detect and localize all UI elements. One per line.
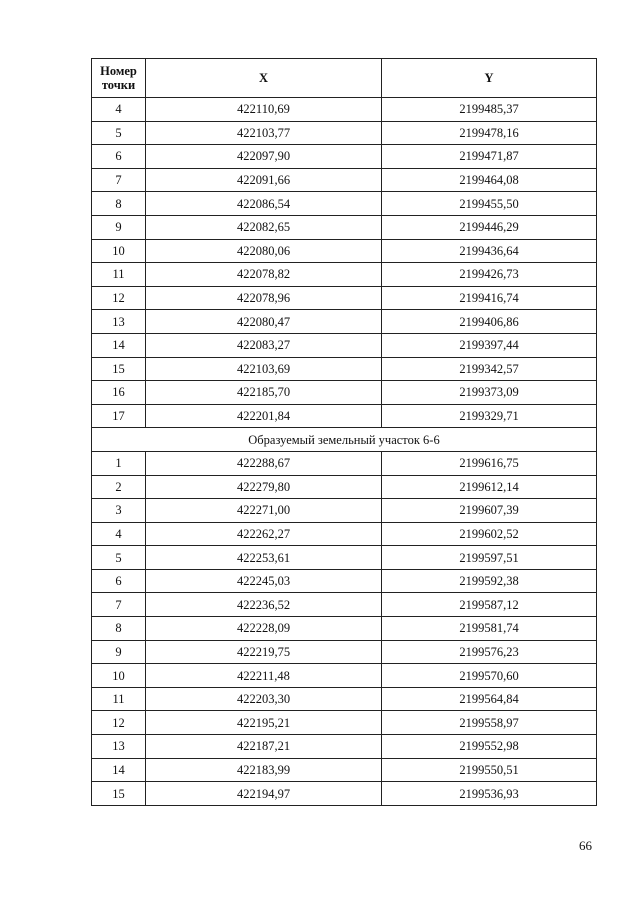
y-coordinate-cell: 2199564,84 [382, 687, 597, 711]
y-coordinate-cell: 2199446,29 [382, 215, 597, 239]
y-coordinate-cell: 2199329,71 [382, 404, 597, 428]
table-row [92, 640, 597, 664]
table-row [92, 381, 597, 405]
point-number-cell: 2 [92, 475, 146, 499]
y-coordinate-cell: 2199607,39 [382, 499, 597, 523]
table-row [92, 711, 597, 735]
x-coordinate-cell: 422082,65 [146, 215, 382, 239]
table-row [92, 569, 597, 593]
point-number-cell: 4 [92, 522, 146, 546]
page-number: 66 [579, 838, 592, 853]
table-row [92, 145, 597, 169]
y-coordinate-cell: 2199597,51 [382, 546, 597, 570]
table-row [92, 522, 597, 546]
x-coordinate-cell: 422194,97 [146, 782, 382, 806]
table-row [92, 333, 597, 357]
y-coordinate-cell: 2199581,74 [382, 617, 597, 641]
point-number-cell: 6 [92, 145, 146, 169]
y-coordinate-cell: 2199536,93 [382, 782, 597, 806]
x-coordinate-cell: 422078,82 [146, 263, 382, 287]
y-coordinate-cell: 2199612,14 [382, 475, 597, 499]
y-coordinate-cell: 2199576,23 [382, 640, 597, 664]
point-number-cell: 4 [92, 98, 146, 122]
x-coordinate-cell: 422203,30 [146, 687, 382, 711]
y-coordinate-cell: 2199373,09 [382, 381, 597, 405]
x-coordinate-cell: 422080,06 [146, 239, 382, 263]
point-number-cell: 7 [92, 593, 146, 617]
table-row [92, 617, 597, 641]
x-coordinate-cell: 422083,27 [146, 333, 382, 357]
x-coordinate-cell: 422271,00 [146, 499, 382, 523]
y-coordinate-cell: 2199426,73 [382, 263, 597, 287]
table-row [92, 357, 597, 381]
y-coordinate-cell: 2199342,57 [382, 357, 597, 381]
point-number-cell: 6 [92, 569, 146, 593]
x-coordinate-cell: 422236,52 [146, 593, 382, 617]
point-number-cell: 10 [92, 239, 146, 263]
y-coordinate-cell: 2199602,52 [382, 522, 597, 546]
y-coordinate-cell: 2199570,60 [382, 664, 597, 688]
table-row [92, 546, 597, 570]
y-coordinate-cell: 2199550,51 [382, 758, 597, 782]
point-number-cell: 5 [92, 546, 146, 570]
point-number-cell: 9 [92, 640, 146, 664]
x-coordinate-cell: 422183,99 [146, 758, 382, 782]
y-coordinate-cell: 2199558,97 [382, 711, 597, 735]
point-number-cell: 14 [92, 758, 146, 782]
point-number-cell: 17 [92, 404, 146, 428]
table-body [92, 98, 597, 806]
y-coordinate-cell: 2199478,16 [382, 121, 597, 145]
table-row [92, 263, 597, 287]
table-row [92, 451, 597, 475]
table-row [92, 664, 597, 688]
point-number-cell: 1 [92, 451, 146, 475]
y-coordinate-cell: 2199406,86 [382, 310, 597, 334]
point-number-cell: 16 [92, 381, 146, 405]
y-coordinate-cell: 2199592,38 [382, 569, 597, 593]
y-coordinate-cell: 2199436,64 [382, 239, 597, 263]
point-number-cell: 10 [92, 664, 146, 688]
x-coordinate-cell: 422201,84 [146, 404, 382, 428]
y-coordinate-cell: 2199552,98 [382, 735, 597, 759]
x-coordinate-cell: 422288,67 [146, 451, 382, 475]
point-number-header-line2: точки [101, 78, 136, 92]
point-number-cell: 8 [92, 192, 146, 216]
point-number-cell: 13 [92, 735, 146, 759]
table-row [92, 758, 597, 782]
table-row [92, 475, 597, 499]
x-coordinate-cell: 422187,21 [146, 735, 382, 759]
section-row [92, 428, 597, 452]
table-row [92, 782, 597, 806]
point-number-cell: 15 [92, 782, 146, 806]
point-number-cell: 11 [92, 687, 146, 711]
x-coordinate-cell: 422185,70 [146, 381, 382, 405]
table-row [92, 215, 597, 239]
x-coordinate-cell: 422245,03 [146, 569, 382, 593]
x-coordinate-cell: 422262,27 [146, 522, 382, 546]
table-row [92, 192, 597, 216]
y-coordinate-cell: 2199397,44 [382, 333, 597, 357]
table-row [92, 168, 597, 192]
point-number-cell: 8 [92, 617, 146, 641]
y-coordinate-cell: 2199455,50 [382, 192, 597, 216]
x-coordinate-cell: 422195,21 [146, 711, 382, 735]
y-coordinate-cell: 2199485,37 [382, 98, 597, 122]
table-row [92, 310, 597, 334]
table-row [92, 499, 597, 523]
point-number-header [92, 59, 146, 98]
y-header: Y [382, 59, 597, 98]
table-row [92, 286, 597, 310]
x-coordinate-cell: 422253,61 [146, 546, 382, 570]
table-header [92, 59, 597, 98]
point-number-cell: 11 [92, 263, 146, 287]
table-row [92, 98, 597, 122]
table-row [92, 121, 597, 145]
y-coordinate-cell: 2199416,74 [382, 286, 597, 310]
point-number-cell: 9 [92, 215, 146, 239]
point-number-cell: 12 [92, 286, 146, 310]
x-coordinate-cell: 422078,96 [146, 286, 382, 310]
x-coordinate-cell: 422091,66 [146, 168, 382, 192]
x-coordinate-cell: 422103,69 [146, 357, 382, 381]
point-number-cell: 7 [92, 168, 146, 192]
section-title: Образуемый земельный участок 6-6 [92, 428, 597, 452]
table-row [92, 239, 597, 263]
table-row [92, 593, 597, 617]
x-coordinate-cell: 422080,47 [146, 310, 382, 334]
x-coordinate-cell: 422279,80 [146, 475, 382, 499]
header-row [92, 59, 597, 98]
x-coordinate-cell: 422103,77 [146, 121, 382, 145]
point-number-cell: 5 [92, 121, 146, 145]
y-coordinate-cell: 2199464,08 [382, 168, 597, 192]
y-coordinate-cell: 2199587,12 [382, 593, 597, 617]
x-coordinate-cell: 422211,48 [146, 664, 382, 688]
point-number-cell: 14 [92, 333, 146, 357]
table-row [92, 687, 597, 711]
x-coordinate-cell: 422228,09 [146, 617, 382, 641]
x-coordinate-cell: 422097,90 [146, 145, 382, 169]
coordinates-table-container [91, 58, 596, 806]
x-coordinate-cell: 422110,69 [146, 98, 382, 122]
y-coordinate-cell: 2199471,87 [382, 145, 597, 169]
point-number-cell: 12 [92, 711, 146, 735]
coordinates-table [91, 58, 597, 806]
table-row [92, 735, 597, 759]
point-number-cell: 15 [92, 357, 146, 381]
x-header: X [146, 59, 382, 98]
table-row [92, 404, 597, 428]
point-number-cell: 3 [92, 499, 146, 523]
x-coordinate-cell: 422086,54 [146, 192, 382, 216]
point-number-cell: 13 [92, 310, 146, 334]
x-coordinate-cell: 422219,75 [146, 640, 382, 664]
point-number-header-line1: Номер [100, 64, 137, 78]
y-coordinate-cell: 2199616,75 [382, 451, 597, 475]
